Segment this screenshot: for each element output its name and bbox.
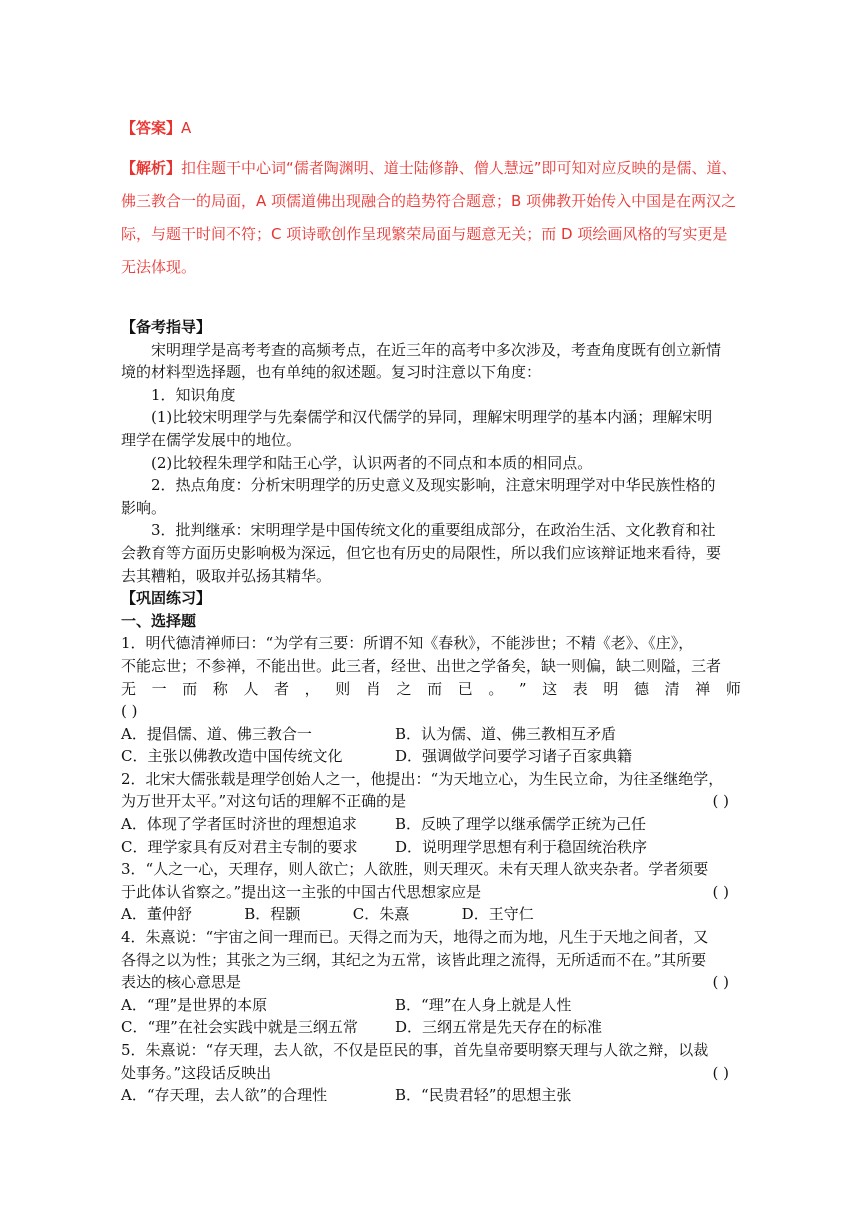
q4-answer-paren: ( ) [712, 973, 729, 992]
q1-char: 者 [274, 679, 290, 698]
q1-char: 明 [603, 679, 619, 698]
question-4-line-3 [121, 971, 741, 994]
q1-char: 一 [151, 679, 167, 698]
q3-answer-paren: ( ) [712, 882, 729, 901]
q2-option-b[interactable]: B．反映了理学以继承儒学正统为己任 [395, 815, 647, 834]
question-2-options-ab [121, 813, 741, 836]
q2-option-c[interactable]: C．理学家具有反对君主专制的要求 [121, 837, 358, 856]
question-4-line-2: 各得之以为性；其张之为三纲，其纪之为五常，该皆此理之流得，无所适而不在。”其所要 [121, 950, 707, 969]
practice-heading: 【巩固练习】 [121, 589, 212, 608]
analysis-label: 【解析】 [121, 159, 182, 177]
question-2-line-1: 2．北宋大儒张载是理学创始人之一，他提出：“为天地立心，为生民立命，为往圣继绝学， [121, 769, 724, 788]
q2-stem-end: 为万世开太平。”对这句话的理解不正确的是 [121, 792, 407, 811]
q4-option-c[interactable]: C．“理”在社会实践中就是三纲五常 [121, 1018, 358, 1037]
guide-knowledge-a1: (1)比较宋明理学与先秦儒学和汉代儒学的异同，理解宋明理学的基本内涵；理解宋明 [151, 408, 713, 427]
guide-heading: 【备考指导】 [121, 318, 212, 336]
answer-value: A [181, 119, 192, 137]
q1-char: 德 [634, 679, 650, 698]
q1-char: 禅 [695, 679, 711, 698]
q5-option-b[interactable]: B．“民贵君轻”的思想主张 [395, 1086, 572, 1105]
q1-char: 而 [182, 679, 198, 698]
analysis-text: 扣住题干中心词“儒者陶渊明、道士陆修静、僧人慧远”即可知对应反映的是儒、道、佛三教合一的局面，A 项儒道佛出现融合的趋势符合题意；B 项佛教开始传入中国是在两汉之际，与题干时间不符；C 项诗歌创作呈现繁荣局面与题意无关；而 D 项绘画风格的写实更是无法体现。 [121, 159, 737, 276]
q2-option-d[interactable]: D．说明理学思想有利于稳固统治秩序 [395, 837, 648, 856]
question-1-options-ab [121, 723, 741, 746]
question-4-line-1: 4．朱熹说：“宇宙之间一理而已。天得之而为天，地得之而为地，凡生于天地之间者，又 [121, 928, 709, 947]
q1-char: 之 [396, 679, 412, 698]
q1-char: ” [518, 679, 527, 698]
question-4-options-cd [121, 1016, 741, 1039]
guide-critique-b: 会教育等方面历史影响极为深远，但它也有历史的局限性，所以我们应该辩证地来看待，要 [121, 543, 722, 562]
question-1-options-cd [121, 745, 741, 768]
q1-char: 人 [243, 679, 259, 698]
guide-knowledge-a2: 理学在儒学发展中的地位。 [121, 430, 302, 449]
q1-char: ， [304, 679, 320, 698]
q1-char: 无 [121, 679, 137, 698]
guide-knowledge-b: (2)比较程朱理学和陆王心学，认识两者的不同点和本质的相同点。 [151, 453, 593, 472]
q5-answer-paren: ( ) [712, 1063, 729, 1082]
question-1-line-3 [121, 678, 741, 701]
question-5-line-1: 5．朱熹说：“存天理，去人欲，不仅是臣民的事，首先皇帝要明察天理与人欲之辩，以裁 [121, 1041, 709, 1059]
q1-char: 则 [335, 679, 351, 698]
q1-option-b[interactable]: B．认为儒、道、佛三教相互矛盾 [395, 724, 617, 743]
guide-critique-a: 3．批判继承：宋明理学是中国传统文化的重要组成部分，在政治生活、文化教育和社 [151, 521, 716, 540]
guide-paragraph-1b: 境的材料型选择题，也有单纯的叙述题。复习时注意以下角度： [121, 363, 542, 382]
q1-char: 师 [725, 679, 741, 698]
q1-option-a[interactable]: A．提倡儒、道、佛三教合一 [121, 724, 312, 743]
analysis-paragraph [121, 152, 741, 284]
guide-hotspot-b: 影响。 [121, 498, 167, 517]
q4-option-d[interactable]: D．三纲五常是先天存在的标准 [395, 1018, 603, 1037]
q4-option-a[interactable]: A．“理”是世界的本原 [121, 995, 268, 1014]
q5-stem-end: 处事务。”这段话反映出 [121, 1063, 272, 1082]
q1-char: 已 [457, 679, 473, 698]
guide-hotspot-a: 2．热点角度：分析宋明理学的历史意义及现实影响，注意宋明理学对中华民族性格的 [151, 476, 716, 495]
main-body [121, 316, 741, 1107]
q1-char: 。 [488, 679, 504, 698]
q1-char: 而 [427, 679, 443, 698]
q4-option-b[interactable]: B．“理”在人身上就是人性 [395, 995, 572, 1014]
question-5-options-ab [121, 1084, 741, 1107]
section-heading: 一、选择题 [121, 611, 197, 630]
question-4-options-ab [121, 994, 741, 1017]
question-1-answer-paren: ( ) [121, 702, 138, 721]
question-1-line-1: 1．明代德清禅师曰：“为学有三要：所谓不知《春秋》，不能涉世；不精《老》、《庄》， [121, 634, 694, 653]
q1-char: 这 [542, 679, 558, 698]
q2-answer-paren: ( ) [712, 792, 729, 811]
answer-line [121, 117, 191, 138]
q3-stem-end: 于此体认省察之。”提出这一主张的中国古代思想家应是 [121, 882, 482, 901]
q1-char: 称 [212, 679, 228, 698]
question-2-line-2 [121, 790, 741, 813]
question-3-line-2 [121, 881, 741, 904]
guide-paragraph-1a: 宋明理学是高考考查的高频考点，在近三年的高考中多次涉及，考查角度既有创立新情 [151, 340, 722, 359]
q1-option-d[interactable]: D．强调做学问要学习诸子百家典籍 [395, 747, 633, 766]
q1-char: 肖 [365, 679, 381, 698]
q1-char: 表 [572, 679, 588, 698]
question-1-line-2: 不能忘世；不参禅，不能出世。此三者，经世、出世之学备矣，缺一则偏，缺二则隘，三者 [121, 656, 722, 675]
question-3-options[interactable]: A．董仲舒 B．程颢 C．朱熹 D．王守仁 [121, 905, 534, 924]
question-5-line-2 [121, 1062, 741, 1085]
q4-stem-end: 表达的核心意思是 [121, 973, 242, 992]
question-2-options-cd [121, 836, 741, 859]
guide-knowledge-heading: 1．知识角度 [151, 385, 236, 404]
q1-char: 清 [664, 679, 680, 698]
answer-label: 【答案】 [121, 119, 182, 137]
guide-critique-c: 去其糟粕，吸取并弘扬其精华。 [121, 566, 332, 585]
question-3-line-1: 3．“人之一心，天理存，则人欲亡；人欲胜，则天理灭。未有天理人欲夹杂者。学者须要 [121, 860, 709, 879]
q2-option-a[interactable]: A．体现了学者匡时济世的理想追求 [121, 815, 357, 834]
q1-option-c[interactable]: C．主张以佛教改造中国传统文化 [121, 747, 343, 766]
q5-option-a[interactable]: A．“存天理，去人欲”的合理性 [121, 1086, 328, 1105]
